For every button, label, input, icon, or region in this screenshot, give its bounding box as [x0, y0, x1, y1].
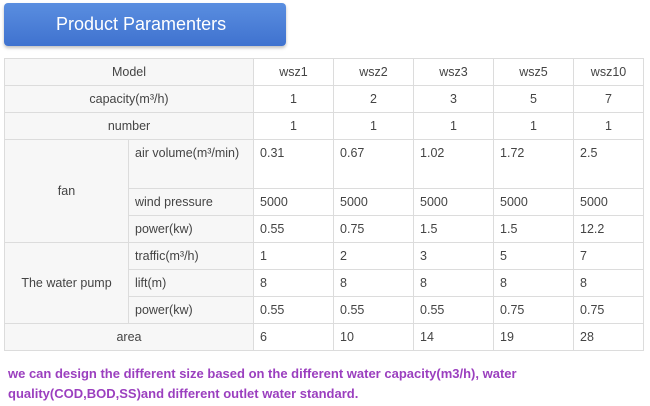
lift-cell: 8	[574, 270, 644, 297]
air-volume-cell: 1.02	[414, 140, 494, 189]
pump-power-cell: 0.75	[574, 297, 644, 324]
capacity-cell: 2	[334, 86, 414, 113]
capacity-label: capacity(m³/h)	[5, 86, 254, 113]
capacity-cell: 5	[494, 86, 574, 113]
product-parameters-table	[4, 58, 644, 351]
table-row-traffic	[5, 243, 644, 270]
model-label: Model	[5, 59, 254, 86]
number-cell: 1	[494, 113, 574, 140]
area-cell: 10	[334, 324, 414, 351]
wind-pressure-label: wind pressure	[129, 189, 254, 216]
model-cell: wsz1	[254, 59, 334, 86]
fan-power-cell: 0.75	[334, 216, 414, 243]
fan-group-label: fan	[5, 140, 129, 243]
capacity-cell: 3	[414, 86, 494, 113]
model-cell: wsz2	[334, 59, 414, 86]
number-label: number	[5, 113, 254, 140]
number-cell: 1	[334, 113, 414, 140]
fan-power-cell: 1.5	[414, 216, 494, 243]
table-row-capacity	[5, 86, 644, 113]
traffic-label: traffic(m³/h)	[129, 243, 254, 270]
wind-pressure-cell: 5000	[254, 189, 334, 216]
traffic-cell: 3	[414, 243, 494, 270]
traffic-cell: 5	[494, 243, 574, 270]
air-volume-cell: 0.31	[254, 140, 334, 189]
area-cell: 19	[494, 324, 574, 351]
lift-label: lift(m)	[129, 270, 254, 297]
area-cell: 14	[414, 324, 494, 351]
pump-power-cell: 0.55	[414, 297, 494, 324]
design-note: we can design the different size based on the different water capacity(m3/h), water quality(COD,BOD,SS)and different outlet water standard.	[8, 366, 517, 401]
pump-power-label: power(kw)	[129, 297, 254, 324]
lift-cell: 8	[254, 270, 334, 297]
air-volume-cell: 1.72	[494, 140, 574, 189]
area-cell: 28	[574, 324, 644, 351]
wind-pressure-cell: 5000	[334, 189, 414, 216]
area-cell: 6	[254, 324, 334, 351]
air-volume-cell: 0.67	[334, 140, 414, 189]
traffic-cell: 2	[334, 243, 414, 270]
traffic-cell: 7	[574, 243, 644, 270]
wind-pressure-cell: 5000	[494, 189, 574, 216]
model-cell: wsz10	[574, 59, 644, 86]
number-cell: 1	[574, 113, 644, 140]
section-title: Product Paramenters	[56, 14, 227, 34]
air-volume-cell: 2.5	[574, 140, 644, 189]
lift-cell: 8	[334, 270, 414, 297]
water-pump-group-label: The water pump	[5, 243, 129, 324]
pump-power-cell: 0.75	[494, 297, 574, 324]
model-cell: wsz5	[494, 59, 574, 86]
table-row-model	[5, 59, 644, 86]
fan-power-cell: 1.5	[494, 216, 574, 243]
pump-power-cell: 0.55	[254, 297, 334, 324]
table-row-air-volume	[5, 140, 644, 189]
fan-power-label: power(kw)	[129, 216, 254, 243]
number-cell: 1	[254, 113, 334, 140]
air-volume-label: air volume(m³/min)	[129, 140, 254, 189]
traffic-cell: 1	[254, 243, 334, 270]
fan-power-cell: 12.2	[574, 216, 644, 243]
capacity-cell: 1	[254, 86, 334, 113]
lift-cell: 8	[414, 270, 494, 297]
number-cell: 1	[414, 113, 494, 140]
lift-cell: 8	[494, 270, 574, 297]
fan-power-cell: 0.55	[254, 216, 334, 243]
capacity-cell: 7	[574, 86, 644, 113]
table-row-number	[5, 113, 644, 140]
table-row-area	[5, 324, 644, 351]
model-cell: wsz3	[414, 59, 494, 86]
pump-power-cell: 0.55	[334, 297, 414, 324]
area-label: area	[5, 324, 254, 351]
section-title-banner	[4, 3, 286, 46]
wind-pressure-cell: 5000	[414, 189, 494, 216]
wind-pressure-cell: 5000	[574, 189, 644, 216]
